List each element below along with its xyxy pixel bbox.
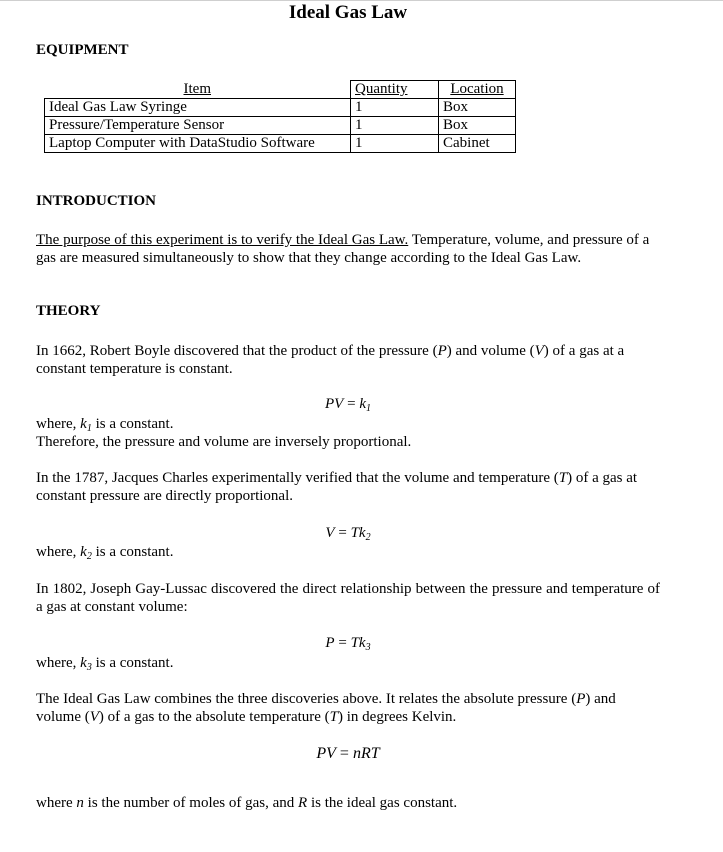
introduction-text: Temperature, volume, and pressure of a gas are measured simultaneously to show that they change according to the Ideal Gas Law.: [36, 232, 650, 266]
page-title: Ideal Gas Law: [288, 2, 408, 23]
table-cell-item: Pressure/Temperature Sensor: [45, 117, 351, 135]
introduction-paragraph: [36, 231, 660, 267]
table-cell-item: Laptop Computer with DataStudio Software: [45, 135, 351, 153]
purpose-statement: The purpose of this experiment is to verify the Ideal Gas Law.: [36, 232, 409, 248]
introduction-heading: INTRODUCTION: [36, 193, 157, 209]
boyle-explanation: where, $k_1$ is a constant. Therefore, the pressure and volume are inversely proportional.: [36, 415, 660, 451]
gay-lussac-paragraph: In 1802, Joseph Gay-Lussac discovered the direct relationship between the pressure and temperature of a gas at constant volume:: [36, 581, 660, 615]
boyle-conclusion: Therefore, the pressure and volume are inversely proportional.: [36, 434, 412, 450]
top-rule: [0, 0, 723, 1]
column-header-location: Location: [439, 81, 516, 99]
charles-explanation: where, $k_2$ is a constant.: [36, 544, 174, 562]
table-row: [45, 117, 516, 135]
gay-lussac-explanation: where, $k_3$ is a constant.: [36, 655, 174, 673]
equipment-table: [44, 80, 516, 153]
charles-paragraph: In the 1787, Jacques Charles experimentally verified that the volume and temperature (T) of a gas at constant pressure are directly proportional.: [36, 470, 638, 504]
table-cell-location: Box: [439, 117, 516, 135]
table-header-row: [45, 81, 516, 99]
equipment-heading: EQUIPMENT: [36, 42, 129, 58]
boyle-paragraph: In 1662, Robert Boyle discovered that the product of the pressure (P) and volume (V) of a gas at a constant temperature is constant.: [36, 343, 625, 377]
column-header-quantity: Quantity: [351, 81, 439, 99]
table-row: [45, 99, 516, 117]
theory-heading: THEORY: [36, 303, 101, 319]
table-cell-quantity: 1: [351, 117, 439, 135]
ideal-gas-explanation: where n is the number of moles of gas, and R is the ideal gas constant.: [36, 795, 458, 811]
equation-gay-lussac: $P = Tk_3$: [325, 635, 371, 653]
ideal-gas-paragraph: The Ideal Gas Law combines the three discoveries above. It relates the absolute pressure (P) and volume (V) of a gas to the absolute temperature (T) in degrees Kelvin.: [36, 691, 616, 725]
table-cell-location: Cabinet: [439, 135, 516, 153]
equation-boyle: PV = $k_1$: [325, 396, 371, 414]
table-cell-location: Box: [439, 99, 516, 117]
equation-ideal-gas-law: PV = nRT: [316, 745, 380, 762]
table-cell-item: Ideal Gas Law Syringe: [45, 99, 351, 117]
table-cell-quantity: 1: [351, 135, 439, 153]
equation-charles: $V = Tk_2$: [325, 525, 371, 543]
column-header-item: Item: [45, 81, 351, 99]
table-cell-quantity: 1: [351, 99, 439, 117]
table-row: [45, 135, 516, 153]
